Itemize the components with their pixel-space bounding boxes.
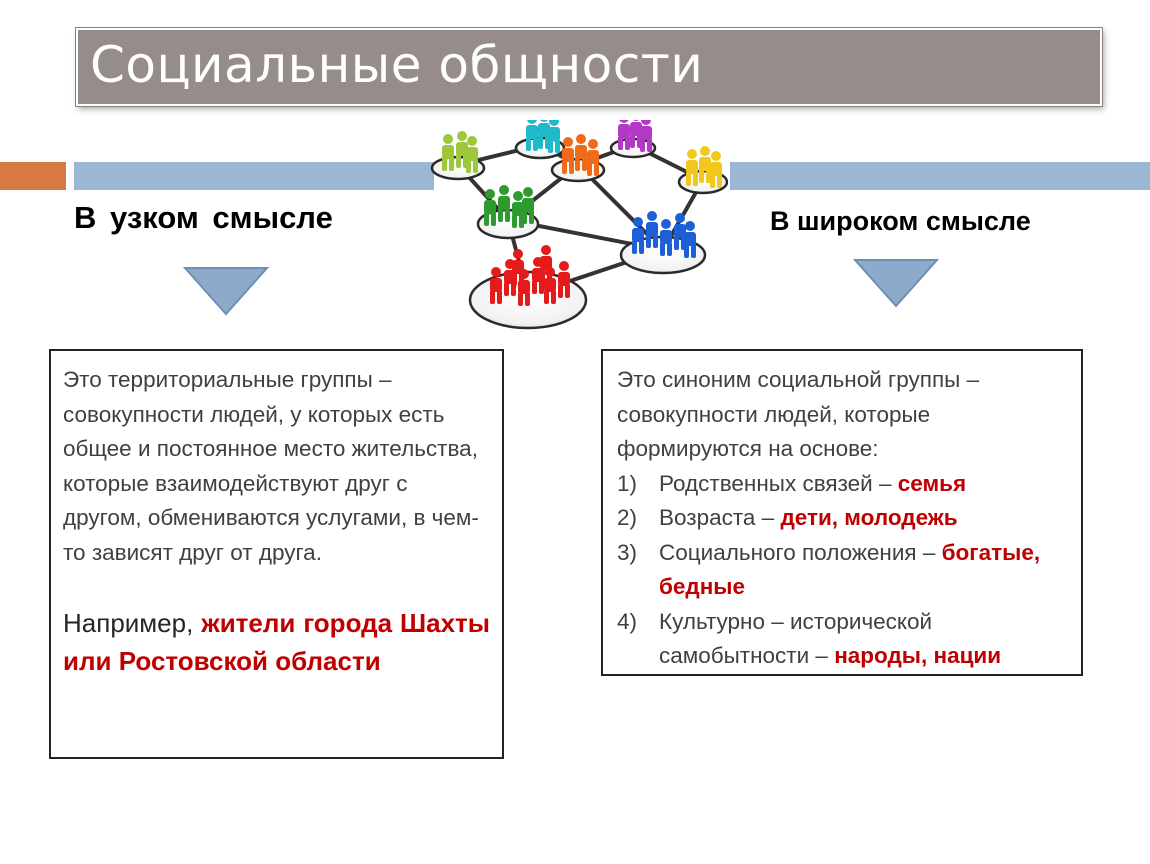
example-highlight: жители города Шахты или Ростовской области bbox=[63, 608, 490, 676]
accent-bar-orange bbox=[0, 162, 66, 190]
narrow-sense-example bbox=[63, 604, 490, 680]
broad-sense-definition-box bbox=[601, 349, 1083, 676]
example-prefix: Например, bbox=[63, 608, 194, 638]
down-arrow-triangle-icon bbox=[183, 266, 269, 316]
broad-sense-heading: В широком смысле bbox=[770, 206, 1031, 236]
list-item: 3) Социального положения – богатые, бедные bbox=[617, 539, 1041, 599]
basis-list bbox=[617, 467, 1071, 674]
broad-sense-intro-text: Это синоним социальной группы – совокупности людей, которые формируются на основе: bbox=[617, 367, 980, 461]
title-banner bbox=[76, 28, 1102, 106]
list-item: 4) Культурно – исторической самобытности – народы, нации bbox=[617, 608, 1002, 668]
list-item: 1) Родственных связей – семья bbox=[617, 470, 967, 496]
page-title: Социальные общности bbox=[90, 36, 704, 94]
network-of-people-groups-illustration bbox=[428, 120, 728, 350]
accent-bar-right bbox=[730, 162, 1150, 190]
narrow-sense-heading: В узком смысле bbox=[74, 200, 333, 235]
down-arrow-triangle-icon bbox=[853, 258, 939, 308]
accent-bar-left bbox=[74, 162, 434, 190]
narrow-sense-definition-text: Это территориальные группы – совокупности людей, у которых есть общее и постоянное место жительства, которые взаимодействуют друг с другом, обмениваются услугами, в чем-то зависят друг от друга. bbox=[63, 367, 479, 565]
list-item: 2) Возраста – дети, молодежь bbox=[617, 505, 958, 530]
narrow-sense-definition-box bbox=[49, 349, 504, 759]
